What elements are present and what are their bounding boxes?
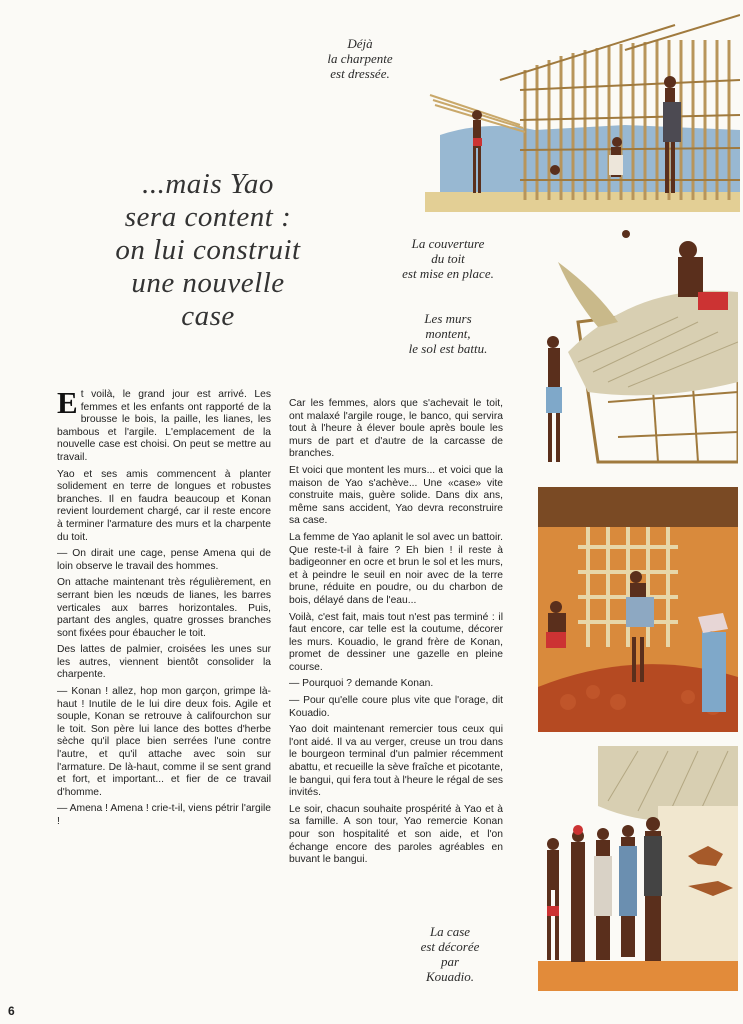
article-left-column <box>57 385 271 833</box>
decorated-hut-illustration <box>538 746 738 991</box>
article-paragraph: — Pour qu'elle coure plus vite que l'orage, dit Kouadio. <box>289 695 503 719</box>
page-number: 6 <box>8 1004 15 1018</box>
article-paragraph: Yao doit maintenant remercier tous ceux qui l'ont aidé. Il va au verger, creuse un trou dans le bourgeon terminal d'un palmier récemment abattu, et recueille la sève fraîche et picotante, le bangui, qui fera tout à l'heure le régal de ses invités. <box>289 724 503 799</box>
caption-walls: Les murs montent, le sol est battu. <box>408 311 488 356</box>
article-paragraph: La femme de Yao aplanit le sol avec un battoir. Que reste-t-il à faire ? Eh bien ! il reste à badigeonner en ocre et brun le sol et les murs, et à peindre le seuil en noir avec de la terre brune, réduite en poudre, ou du charbon de bois, délayé dans de l'eau... <box>289 531 503 606</box>
article-paragraph: Car les femmes, alors que s'achevait le toit, ont malaxé l'argile rouge, le banco, qui servira tout à l'heure à élever boule après boule les murs de part et d'autre de la carcasse de branches. <box>289 398 503 460</box>
article-paragraph: — On dirait une cage, pense Amena qui de loin observe le travail des hommes. <box>57 548 271 572</box>
article-paragraph: Et voici que montent les murs... et voici que la maison de Yao s'achève... Une «case» vite construite mais, guère solide. Dans dix ans, même sans accident, Yao devra reconstruire sa case. <box>289 464 503 527</box>
page-title: ...mais Yao sera content : on lui construit une nouvelle case <box>115 168 301 332</box>
article-paragraph: Des lattes de palmier, croisées les unes sur les autres, viennent bientôt consolider la charpente. <box>57 644 271 681</box>
article-paragraph: — Pourquoi ? demande Konan. <box>289 678 434 690</box>
caption-roof: La couverture du toit est mise en place. <box>402 236 494 281</box>
article-paragraph: Voilà, c'est fait, mais tout n'est pas terminé : il faut encore, car telle est la coutume, décorer les murs. Kouadio, le grand frère de Konan, promet de dessiner une gazelle en pleine course. <box>289 611 503 673</box>
caption-decorated: La case est décorée par Kouadio. <box>420 924 480 984</box>
article-paragraph: — Amena ! Amena ! crie-t-il, viens pétrir l'argile ! <box>57 803 271 827</box>
article-paragraph: Le soir, chacun souhaite prospérité à Yao et à sa famille. A son tour, Yao remercie Konan pour son hospitalité et son aide, et l'on échange encore des paroles agréables en buvant le bangui. <box>289 803 503 866</box>
article-right-column <box>289 398 503 871</box>
drop-cap: E <box>57 385 78 420</box>
article-paragraph: — Konan ! allez, hop mon garçon, grimpe là-haut ! Inutile de le lui dire deux fois. Agile et souple, Konan se retrouve à califourchon sur le toit. Son père lui lance des bottes d'herbe sèche qu'il place bien serrées l'une contre l'autre, et qu'il attache avec soin sur l'armature. De là-haut, comme il se sent grand et fort, et important... et fier de ce travail d'homme. <box>57 686 271 798</box>
caption-frame: Déjà la charpente est dressée. <box>327 36 393 81</box>
article-paragraph: Et voilà, le grand jour est arrivé. Les femmes et les enfants ont rapporté de la brousse le bois, la paille, les lianes, les bambous et l'argile. L'emplacement de la nouvelle case est choisi. On peut se mettre au travail. <box>57 385 271 463</box>
wall-building-illustration <box>538 487 738 732</box>
roof-thatching-illustration <box>538 222 738 482</box>
article-paragraph: On attache maintenant très régulièrement, en serrant bien les nœuds de lianes, les barres verticales aux barres horizontales. Puis, partant des angles, quatre grosses branches sont fixées pour ébaucher le toit. <box>57 577 271 639</box>
article-paragraph: Yao et ses amis commencent à planter solidement en terre de longues et robustes branches. Il en faudra beaucoup et Konan revient lourdement chargé, car il reste encore à terminer l'armature des murs et la charpente du toit. <box>57 468 271 543</box>
hut-frame-illustration <box>425 10 740 220</box>
